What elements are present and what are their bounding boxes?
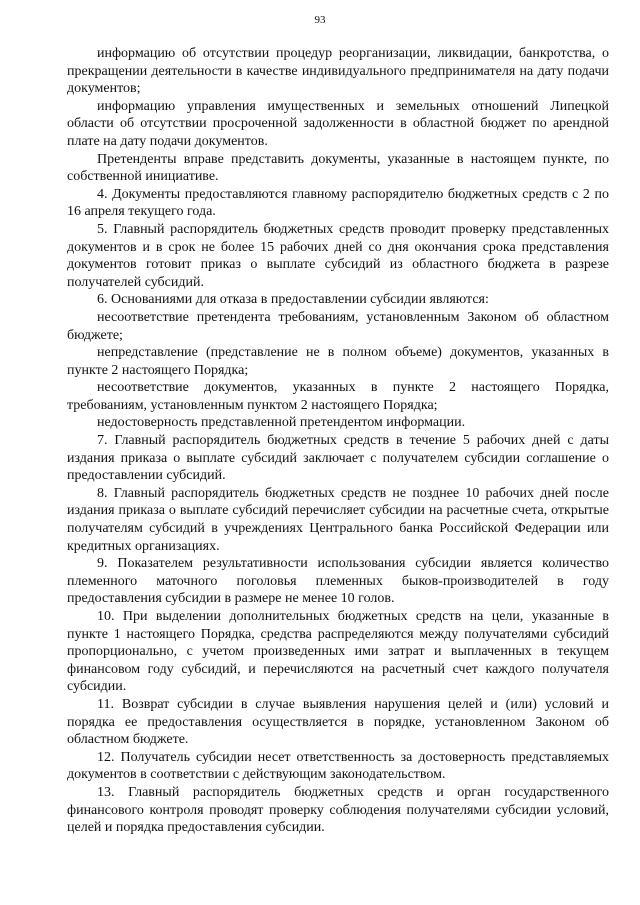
paragraph-clause-9: 9. Показателем результативности использования субсидии является количество племенного маточного поголовья племенных быков-производителей в году предоставления субсидии в размере не менее 10 голов. (67, 556, 609, 607)
paragraph-clause-10: 10. При выделении дополнительных бюджетных средств на цели, указанные в пункте 1 настоящего Порядка, средства распределяются между получателями субсидий пропорционально, с учетом произведенных ими затрат и выплаченных в текущем финансовом году субсидий, и перечисляются на расчетный счет каждого получателя субсидии. (67, 609, 609, 695)
paragraph-refusal-reason-2: непредставление (представление не в полном объеме) документов, указанных в пункте 2 настоящего Порядка; (67, 345, 609, 378)
paragraph-clause-13: 13. Главный распорядитель бюджетных средств и орган государственного финансового контроля проводят проверку соблюдения получателями субсидии условий, целей и порядка предоставления субсидии. (67, 784, 609, 836)
paragraph-clause-12: 12. Получатель субсидии несет ответственность за достоверность представляемых документов в соответствии с действующим законодательством. (67, 749, 609, 783)
paragraph-clause-7: 7. Главный распорядитель бюджетных средств в течение 5 рабочих дней с даты издания приказа о выплате субсидий заключает с получателем субсидии соглашение о предоставлении субсидий. (67, 433, 609, 484)
paragraph-clause-6: 6. Основаниями для отказа в предоставлении субсидии являются: (97, 292, 489, 308)
paragraph-clause-5: 5. Главный распорядитель бюджетных средств проводит проверку представленных документов и в срок не более 15 рабочих дней со дня окончания срока представления документов готовит приказ о выплате субсидий из областного бюджета в разрезе получателей субсидий. (67, 221, 609, 290)
paragraph-own-initiative: Претенденты вправе представить документы, указанные в настоящем пункте, по собственной инициативе. (67, 151, 609, 185)
page-number: 93 (314, 14, 326, 26)
paragraph-refusal-reason-3: несоответствие документов, указанных в пункте 2 настоящего Порядка, требованиям, установленным пунктом 2 настоящего Порядка; (67, 380, 609, 413)
paragraph-info-no-reorganization: информацию об отсутствии процедур реорганизации, ликвидации, банкротства, о прекращении деятельности в качестве индивидуального предпринимателя на дату подачи документов; (67, 46, 609, 97)
paragraph-clause-4: 4. Документы предоставляются главному распорядителю бюджетных средств с 2 по 16 апреля текущего года. (67, 186, 609, 220)
paragraph-info-no-debt: информацию управления имущественных и земельных отношений Липецкой области об отсутствии просроченной задолженности в областной бюджет по арендной плате на дату подачи документов. (67, 98, 609, 149)
paragraph-refusal-reason-4: недостоверность представленной претендентом информации. (97, 415, 466, 431)
paragraph-refusal-reason-1: несоответствие претендента требованиям, установленным Законом об областном бюджете; (67, 309, 609, 343)
document-body (67, 45, 609, 837)
paragraph-clause-8: 8. Главный распорядитель бюджетных средств не позднее 10 рабочих дней после издания приказа о выплате субсидий перечисляет субсидии на расчетные счета, открытые получателям субсидий в учреждениях Центрального банка Российской Федерации или кредитных организациях. (67, 485, 609, 554)
paragraph-clause-11: 11. Возврат субсидии в случае выявления нарушения целей и (или) условий и порядка ее предоставления осуществляется в порядке, установленном Законом об областном бюджете. (67, 696, 609, 748)
